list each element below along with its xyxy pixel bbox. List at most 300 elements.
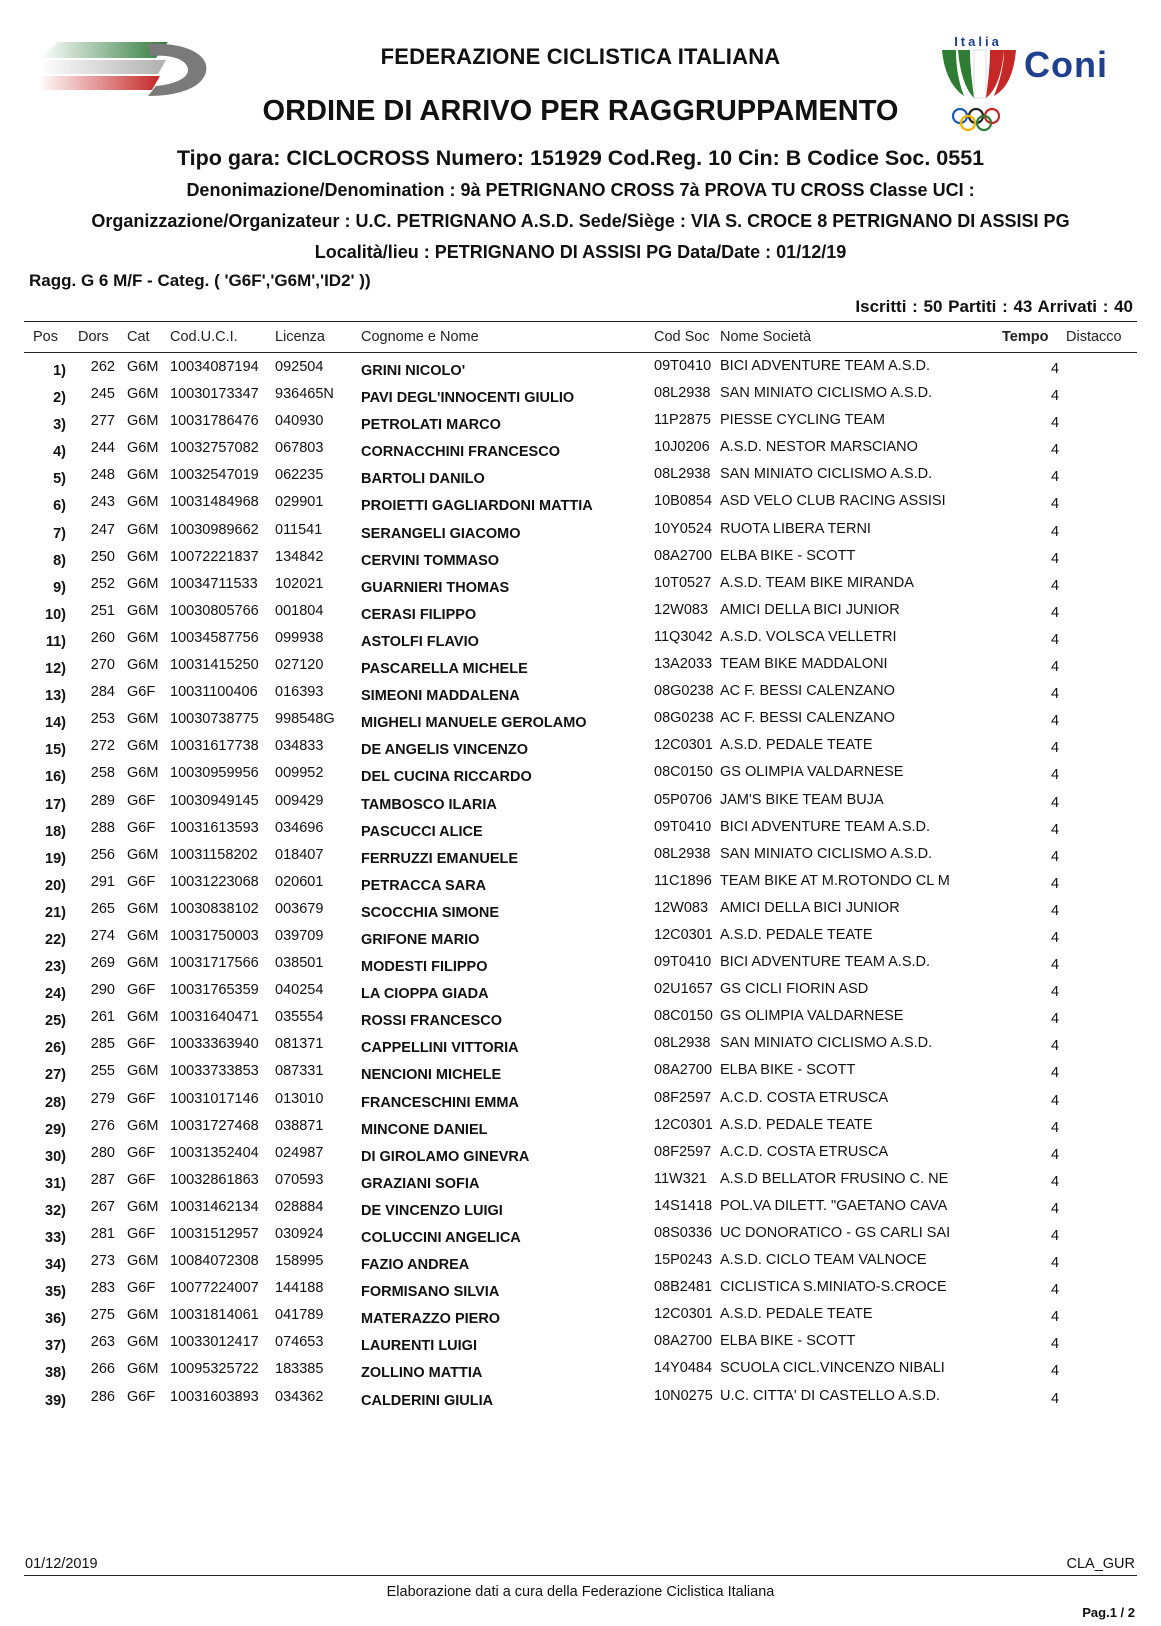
row-uci-code: 10095325722: [170, 1361, 259, 1378]
row-uci-code: 10033012417: [170, 1334, 259, 1351]
row-uci-code: 10031017146: [170, 1090, 259, 1107]
row-team-code: 12C0301: [654, 926, 713, 943]
table-row: [0, 573, 1161, 600]
row-uci-code: 10031814061: [170, 1307, 259, 1324]
row-uci-code: 10031352404: [170, 1144, 259, 1161]
row-category: G6M: [127, 494, 159, 511]
row-rider-name: ZOLLINO MATTIA: [361, 1365, 483, 1382]
row-uci-code: 10031717566: [170, 955, 259, 972]
row-position: 18): [45, 823, 66, 840]
row-license: 040254: [275, 982, 324, 999]
row-license: 034362: [275, 1388, 324, 1405]
row-position: 11): [45, 633, 66, 650]
row-bib: 243: [90, 494, 115, 511]
col-dors: Dors: [78, 329, 109, 345]
row-license: 034696: [275, 819, 324, 836]
row-tempo: 4: [1050, 469, 1060, 486]
row-category: G6M: [127, 657, 159, 674]
table-row: [0, 383, 1161, 410]
row-team-code: 10N0275: [654, 1387, 713, 1404]
row-position: 12): [45, 661, 66, 678]
row-tempo: 4: [1050, 550, 1060, 567]
row-position: 28): [45, 1094, 66, 1111]
table-row: [0, 1358, 1161, 1385]
row-position: 32): [45, 1202, 66, 1219]
row-tempo: 4: [1050, 767, 1060, 784]
row-position: 1): [53, 363, 66, 379]
row-team-code: 14Y0484: [654, 1360, 713, 1377]
row-tempo: 4: [1050, 1065, 1060, 1082]
row-tempo: 4: [1050, 713, 1060, 730]
row-bib: 283: [90, 1280, 115, 1297]
row-bib: 267: [90, 1198, 115, 1215]
footer-date: 01/12/2019: [25, 1556, 98, 1572]
row-team-code: 10T0527: [654, 574, 712, 591]
row-bib: 261: [90, 1009, 115, 1026]
row-team-code: 09T0410: [654, 818, 712, 835]
row-uci-code: 10031613593: [170, 819, 259, 836]
row-position: 29): [45, 1121, 66, 1138]
row-bib: 272: [90, 738, 115, 755]
row-team-name: SAN MINIATO CICLISMO A.S.D.: [720, 845, 933, 862]
row-category: G6M: [127, 1361, 159, 1378]
row-rider-name: DE ANGELIS VINCENZO: [361, 742, 529, 759]
row-bib: 290: [90, 982, 115, 999]
row-team-code: 11P2875: [654, 412, 711, 429]
row-team-name: GS OLIMPIA VALDARNESE: [720, 764, 904, 781]
row-uci-code: 10031617738: [170, 738, 259, 755]
row-team-code: 11C1896: [654, 872, 712, 889]
coni-top-text: Italia: [954, 34, 1002, 49]
row-tempo: 4: [1050, 577, 1060, 594]
row-team-name: AMICI DELLA BICI JUNIOR: [720, 601, 900, 618]
row-uci-code: 10033363940: [170, 1036, 259, 1053]
row-tempo: 4: [1050, 1173, 1060, 1190]
row-position: 15): [45, 742, 66, 759]
row-team-name: GS OLIMPIA VALDARNESE: [720, 1008, 904, 1025]
row-category: G6M: [127, 900, 159, 917]
row-tempo: 4: [1050, 794, 1060, 811]
row-rider-name: PETROLATI MARCO: [361, 417, 501, 434]
table-row: [0, 952, 1161, 979]
document-title: ORDINE DI ARRIVO PER RAGGRUPPAMENTO: [262, 95, 899, 127]
row-bib: 287: [90, 1171, 115, 1188]
row-team-name: RUOTA LIBERA TERNI: [720, 520, 871, 537]
row-license: 035554: [275, 1009, 324, 1026]
row-license: 013010: [275, 1090, 324, 1107]
table-row: [0, 1304, 1161, 1331]
row-bib: 275: [90, 1307, 115, 1324]
row-rider-name: CALDERINI GIULIA: [361, 1392, 494, 1409]
table-row: [0, 871, 1161, 898]
row-team-name: SAN MINIATO CICLISMO A.S.D.: [720, 466, 933, 483]
denomination-line: Denonimazione/Denomination : 9à PETRIGNANO CROSS 7à PROVA TU CROSS Classe UCI :: [186, 180, 975, 200]
row-bib: 250: [90, 548, 115, 565]
row-tempo: 4: [1050, 442, 1060, 459]
row-tempo: 4: [1050, 1200, 1060, 1217]
row-bib: 279: [90, 1090, 115, 1107]
row-bib: 276: [90, 1117, 115, 1134]
table-row: [0, 1196, 1161, 1223]
row-team-name: BICI ADVENTURE TEAM A.S.D.: [720, 818, 931, 835]
row-team-code: 12C0301: [654, 737, 713, 754]
row-uci-code: 10031415250: [170, 657, 259, 674]
row-position: 7): [53, 525, 66, 542]
row-bib: 262: [90, 359, 115, 375]
row-team-name: A.C.D. COSTA ETRUSCA: [720, 1089, 889, 1106]
row-bib: 265: [90, 900, 115, 917]
row-position: 8): [53, 552, 66, 569]
row-rider-name: CERASI FILIPPO: [361, 606, 477, 623]
row-team-name: BICI ADVENTURE TEAM A.S.D.: [720, 358, 931, 374]
row-license: 020601: [275, 873, 324, 890]
col-pos: Pos: [33, 329, 58, 345]
row-rider-name: GRIFONE MARIO: [361, 931, 480, 948]
row-rider-name: LA CIOPPA GIADA: [361, 986, 489, 1003]
col-licenza: Licenza: [275, 329, 325, 345]
row-license: 144188: [275, 1280, 324, 1297]
row-position: 39): [45, 1392, 66, 1409]
row-team-name: BICI ADVENTURE TEAM A.S.D.: [720, 954, 931, 971]
row-team-name: A.S.D. PEDALE TEATE: [720, 737, 873, 754]
row-position: 22): [45, 931, 66, 948]
table-row: [0, 1115, 1161, 1142]
col-name: Cognome e Nome: [361, 329, 479, 345]
row-license: 038501: [275, 955, 324, 972]
row-team-code: 05P0706: [654, 791, 713, 808]
row-uci-code: 10030989662: [170, 521, 259, 538]
row-category: G6M: [127, 1063, 159, 1080]
row-position: 31): [45, 1175, 66, 1192]
row-team-code: 12C0301: [654, 1116, 713, 1133]
row-rider-name: PROIETTI GAGLIARDONI MATTIA: [361, 498, 593, 515]
row-bib: 255: [90, 1063, 115, 1080]
row-uci-code: 10031100406: [170, 684, 258, 701]
row-license: 018407: [275, 846, 324, 863]
row-team-code: 08C0150: [654, 764, 713, 781]
row-category: G6M: [127, 1009, 159, 1026]
row-team-name: A.S.D BELLATOR FRUSINO C. NE: [720, 1170, 949, 1187]
row-rider-name: PASCARELLA MICHELE: [361, 661, 528, 678]
row-team-code: 08S0336: [654, 1225, 713, 1241]
row-position: 3): [53, 417, 66, 434]
row-rider-name: SCOCCHIA SIMONE: [361, 904, 500, 921]
col-cat: Cat: [127, 329, 150, 345]
row-license: 027120: [275, 657, 324, 674]
row-position: 4): [53, 444, 66, 461]
row-team-code: 09T0410: [654, 954, 712, 971]
row-category: G6F: [127, 819, 156, 836]
row-category: G6M: [127, 1334, 159, 1351]
table-row: [0, 1331, 1161, 1358]
row-bib: 274: [90, 927, 115, 944]
row-license: 040930: [275, 413, 324, 430]
row-rider-name: LAURENTI LUIGI: [361, 1338, 477, 1355]
row-position: 38): [45, 1365, 66, 1382]
row-category: G6M: [127, 602, 159, 619]
row-team-name: ELBA BIKE - SCOTT: [720, 1333, 856, 1350]
row-license: 029901: [275, 494, 324, 511]
row-uci-code: 10031750003: [170, 927, 259, 944]
row-position: 20): [45, 877, 66, 894]
row-team-name: JAM'S BIKE TEAM BUJA: [720, 791, 884, 808]
row-bib: 270: [90, 657, 115, 674]
row-position: 35): [45, 1284, 66, 1301]
row-rider-name: FRANCESCHINI EMMA: [361, 1094, 519, 1111]
row-team-name: CICLISTICA S.MINIATO-S.CROCE: [720, 1279, 947, 1296]
footer-report-code: CLA_GUR: [1066, 1556, 1135, 1572]
row-tempo: 4: [1050, 388, 1060, 405]
row-license: 998548G: [275, 711, 335, 728]
row-team-code: 08L2938: [654, 385, 711, 402]
row-rider-name: DE VINCENZO LUIGI: [361, 1202, 503, 1219]
footer-credit: Elaborazione dati a cura della Federazione Ciclistica Italiana: [386, 1584, 775, 1600]
row-team-code: 08F2597: [654, 1089, 712, 1106]
table-row: [0, 1060, 1161, 1087]
row-rider-name: GRINI NICOLO': [361, 363, 466, 379]
row-license: 038871: [275, 1117, 324, 1134]
row-license: 016393: [275, 684, 324, 701]
row-tempo: 4: [1050, 361, 1060, 377]
row-team-name: AC F. BESSI CALENZANO: [720, 683, 895, 700]
row-rider-name: CERVINI TOMMASO: [361, 552, 500, 569]
table-row: [0, 735, 1161, 762]
row-category: G6M: [127, 359, 159, 375]
row-uci-code: 10032547019: [170, 467, 259, 484]
row-uci-code: 10031786476: [170, 413, 259, 430]
row-license: 009952: [275, 765, 324, 782]
row-tempo: 4: [1050, 1255, 1060, 1272]
row-team-code: 08C0150: [654, 1008, 713, 1025]
row-rider-name: MINCONE DANIEL: [361, 1121, 488, 1138]
row-bib: 251: [90, 602, 115, 619]
row-team-name: U.C. CITTA' DI CASTELLO A.S.D.: [720, 1387, 941, 1404]
row-team-name: SAN MINIATO CICLISMO A.S.D.: [720, 385, 933, 402]
row-rider-name: ROSSI FRANCESCO: [361, 1013, 502, 1030]
table-row: [0, 1386, 1161, 1413]
row-team-code: 15P0243: [654, 1252, 713, 1269]
row-team-code: 02U1657: [654, 981, 713, 998]
row-category: G6M: [127, 846, 159, 863]
row-bib: 288: [90, 819, 115, 836]
row-license: 067803: [275, 440, 324, 457]
row-position: 17): [45, 796, 66, 813]
row-position: 34): [45, 1257, 66, 1274]
row-team-name: POL.VA DILETT. "GAETANO CAVA: [720, 1197, 948, 1214]
row-position: 19): [45, 850, 66, 867]
row-uci-code: 10031462134: [170, 1198, 259, 1215]
row-license: 081371: [275, 1036, 324, 1053]
row-license: 041789: [275, 1307, 324, 1324]
row-uci-code: 10031727468: [170, 1117, 259, 1134]
table-row: [0, 1006, 1161, 1033]
row-team-name: A.S.D. VOLSCA VELLETRI: [720, 628, 897, 645]
table-row: [0, 1169, 1161, 1196]
row-license: 034833: [275, 738, 324, 755]
coni-word: Coni: [1024, 44, 1108, 85]
row-category: G6M: [127, 413, 159, 430]
row-team-code: 08G0238: [654, 710, 714, 727]
table-row: [0, 627, 1161, 654]
row-bib: 269: [90, 955, 115, 972]
col-cod-soc: Cod Soc: [654, 329, 710, 345]
row-tempo: 4: [1050, 848, 1060, 865]
row-team-name: A.S.D. PEDALE TEATE: [720, 1306, 873, 1323]
row-position: 16): [45, 769, 66, 786]
row-team-name: A.S.D. PEDALE TEATE: [720, 926, 873, 943]
row-bib: 252: [90, 575, 115, 592]
row-license: 001804: [275, 602, 324, 619]
row-position: 27): [45, 1067, 66, 1084]
row-category: G6M: [127, 575, 159, 592]
row-bib: 285: [90, 1036, 115, 1053]
row-rider-name: PETRACCA SARA: [361, 877, 487, 894]
row-position: 37): [45, 1338, 66, 1355]
row-uci-code: 10030738775: [170, 711, 259, 728]
row-tempo: 4: [1050, 496, 1060, 513]
row-team-code: 08A2700: [654, 1333, 713, 1350]
row-license: 028884: [275, 1198, 324, 1215]
row-position: 13): [45, 688, 66, 705]
row-tempo: 4: [1050, 1228, 1060, 1244]
row-bib: 284: [90, 684, 115, 701]
row-team-code: 09T0410: [654, 358, 712, 374]
row-license: 039709: [275, 927, 324, 944]
row-team-name: A.C.D. COSTA ETRUSCA: [720, 1143, 889, 1160]
row-position: 21): [45, 904, 66, 921]
row-uci-code: 10030949145: [170, 792, 259, 809]
row-position: 14): [45, 715, 66, 732]
row-bib: 253: [90, 711, 115, 728]
row-license: 158995: [275, 1253, 324, 1270]
row-tempo: 4: [1050, 902, 1060, 919]
row-rider-name: GRAZIANI SOFIA: [361, 1175, 480, 1192]
row-team-name: ELBA BIKE - SCOTT: [720, 547, 856, 564]
row-team-name: A.S.D. TEAM BIKE MIRANDA: [720, 574, 914, 591]
table-row: [0, 681, 1161, 708]
row-position: 33): [45, 1230, 66, 1246]
row-tempo: 4: [1050, 740, 1060, 757]
row-position: 2): [53, 390, 66, 407]
row-rider-name: FORMISANO SILVIA: [361, 1284, 500, 1301]
row-uci-code: 10084072308: [170, 1253, 259, 1270]
row-category: G6F: [127, 1388, 156, 1405]
row-team-name: UC DONORATICO - GS CARLI SAI: [720, 1225, 951, 1241]
row-license: 011541: [275, 521, 323, 538]
row-rider-name: DI GIROLAMO GINEVRA: [361, 1148, 530, 1165]
table-row: [0, 654, 1161, 681]
row-category: G6M: [127, 1198, 159, 1215]
row-rider-name: FAZIO ANDREA: [361, 1257, 470, 1274]
table-top-rule: [24, 321, 1137, 322]
col-nome-societa: Nome Società: [720, 329, 812, 345]
row-rider-name: BARTOLI DANILO: [361, 471, 485, 488]
row-team-name: AMICI DELLA BICI JUNIOR: [720, 899, 900, 916]
table-row: [0, 898, 1161, 925]
col-distacco: Distacco: [1066, 329, 1122, 345]
table-row: [0, 491, 1161, 518]
row-tempo: 4: [1050, 1146, 1060, 1163]
row-tempo: 4: [1050, 415, 1060, 432]
row-rider-name: DEL CUCINA RICCARDO: [361, 769, 532, 786]
row-tempo: 4: [1050, 1282, 1060, 1299]
row-license: 936465N: [275, 386, 334, 403]
row-team-name: A.S.D. CICLO TEAM VALNOCE: [720, 1252, 927, 1269]
row-position: 36): [45, 1311, 66, 1328]
row-rider-name: NENCIONI MICHELE: [361, 1067, 502, 1084]
participation-stats: Iscritti : 50 Partiti : 43 Arrivati : 40: [855, 297, 1133, 316]
row-tempo: 4: [1050, 1309, 1060, 1326]
row-uci-code: 10077224007: [170, 1280, 259, 1297]
row-category: G6F: [127, 1090, 156, 1107]
row-team-name: GS CICLI FIORIN ASD: [720, 981, 869, 998]
row-category: G6F: [127, 792, 156, 809]
row-bib: 248: [90, 467, 115, 484]
row-rider-name: SERANGELI GIACOMO: [361, 525, 521, 542]
row-team-code: 10B0854: [654, 493, 713, 510]
row-team-code: 11W321: [654, 1170, 707, 1187]
row-position: 10): [45, 606, 66, 623]
row-team-name: SCUOLA CICL.VINCENZO NIBALI: [720, 1360, 945, 1377]
row-rider-name: TAMBOSCO ILARIA: [361, 796, 497, 813]
row-license: 024987: [275, 1144, 324, 1161]
row-category: G6M: [127, 629, 159, 646]
row-team-code: 08F2597: [654, 1143, 712, 1160]
row-category: G6F: [127, 1226, 156, 1242]
row-uci-code: 10033733853: [170, 1063, 259, 1080]
row-rider-name: MIGHELI MANUELE GEROLAMO: [361, 715, 587, 732]
row-license: 003679: [275, 900, 324, 917]
row-rider-name: SIMEONI MADDALENA: [361, 688, 520, 705]
row-uci-code: 10031484968: [170, 494, 259, 511]
table-row: [0, 1223, 1161, 1250]
row-uci-code: 10030173347: [170, 386, 259, 403]
row-position: 9): [53, 579, 66, 596]
page-number: Pag.1 / 2: [1082, 1605, 1135, 1620]
row-team-code: 14S1418: [654, 1197, 713, 1214]
table-row: [0, 1277, 1161, 1304]
table-row: [0, 844, 1161, 871]
row-uci-code: 10034587756: [170, 629, 259, 646]
row-rider-name: ASTOLFI FLAVIO: [361, 633, 479, 650]
row-license: 092504: [275, 359, 324, 375]
row-tempo: 4: [1050, 1011, 1060, 1028]
row-position: 23): [45, 959, 66, 976]
row-bib: 247: [90, 521, 115, 538]
row-license: 134842: [275, 548, 324, 565]
row-bib: 263: [90, 1334, 115, 1351]
organizer-line: Organizzazione/Organizateur : U.C. PETRIGNANO A.S.D. Sede/Siège : VIA S. CROCE 8 PETRIGNANO DI ASSISI PG: [91, 211, 1070, 231]
row-bib: 266: [90, 1361, 115, 1378]
row-category: G6M: [127, 927, 159, 944]
row-uci-code: 10032861863: [170, 1171, 259, 1188]
row-team-name: PIESSE CYCLING TEAM: [720, 412, 885, 429]
row-position: 25): [45, 1013, 66, 1030]
row-tempo: 4: [1050, 523, 1060, 540]
row-rider-name: COLUCCINI ANGELICA: [361, 1230, 521, 1246]
row-team-name: AC F. BESSI CALENZANO: [720, 710, 895, 727]
col-tempo: Tempo: [1002, 329, 1049, 345]
row-bib: 291: [90, 873, 115, 890]
row-team-code: 08L2938: [654, 1035, 711, 1052]
row-rider-name: MODESTI FILIPPO: [361, 959, 488, 976]
row-license: 099938: [275, 629, 324, 646]
row-team-name: TEAM BIKE AT M.ROTONDO CL M: [720, 872, 950, 889]
row-category: G6M: [127, 440, 159, 457]
row-uci-code: 10030805766: [170, 602, 259, 619]
row-rider-name: FERRUZZI EMANUELE: [361, 850, 519, 867]
row-category: G6M: [127, 1253, 159, 1270]
